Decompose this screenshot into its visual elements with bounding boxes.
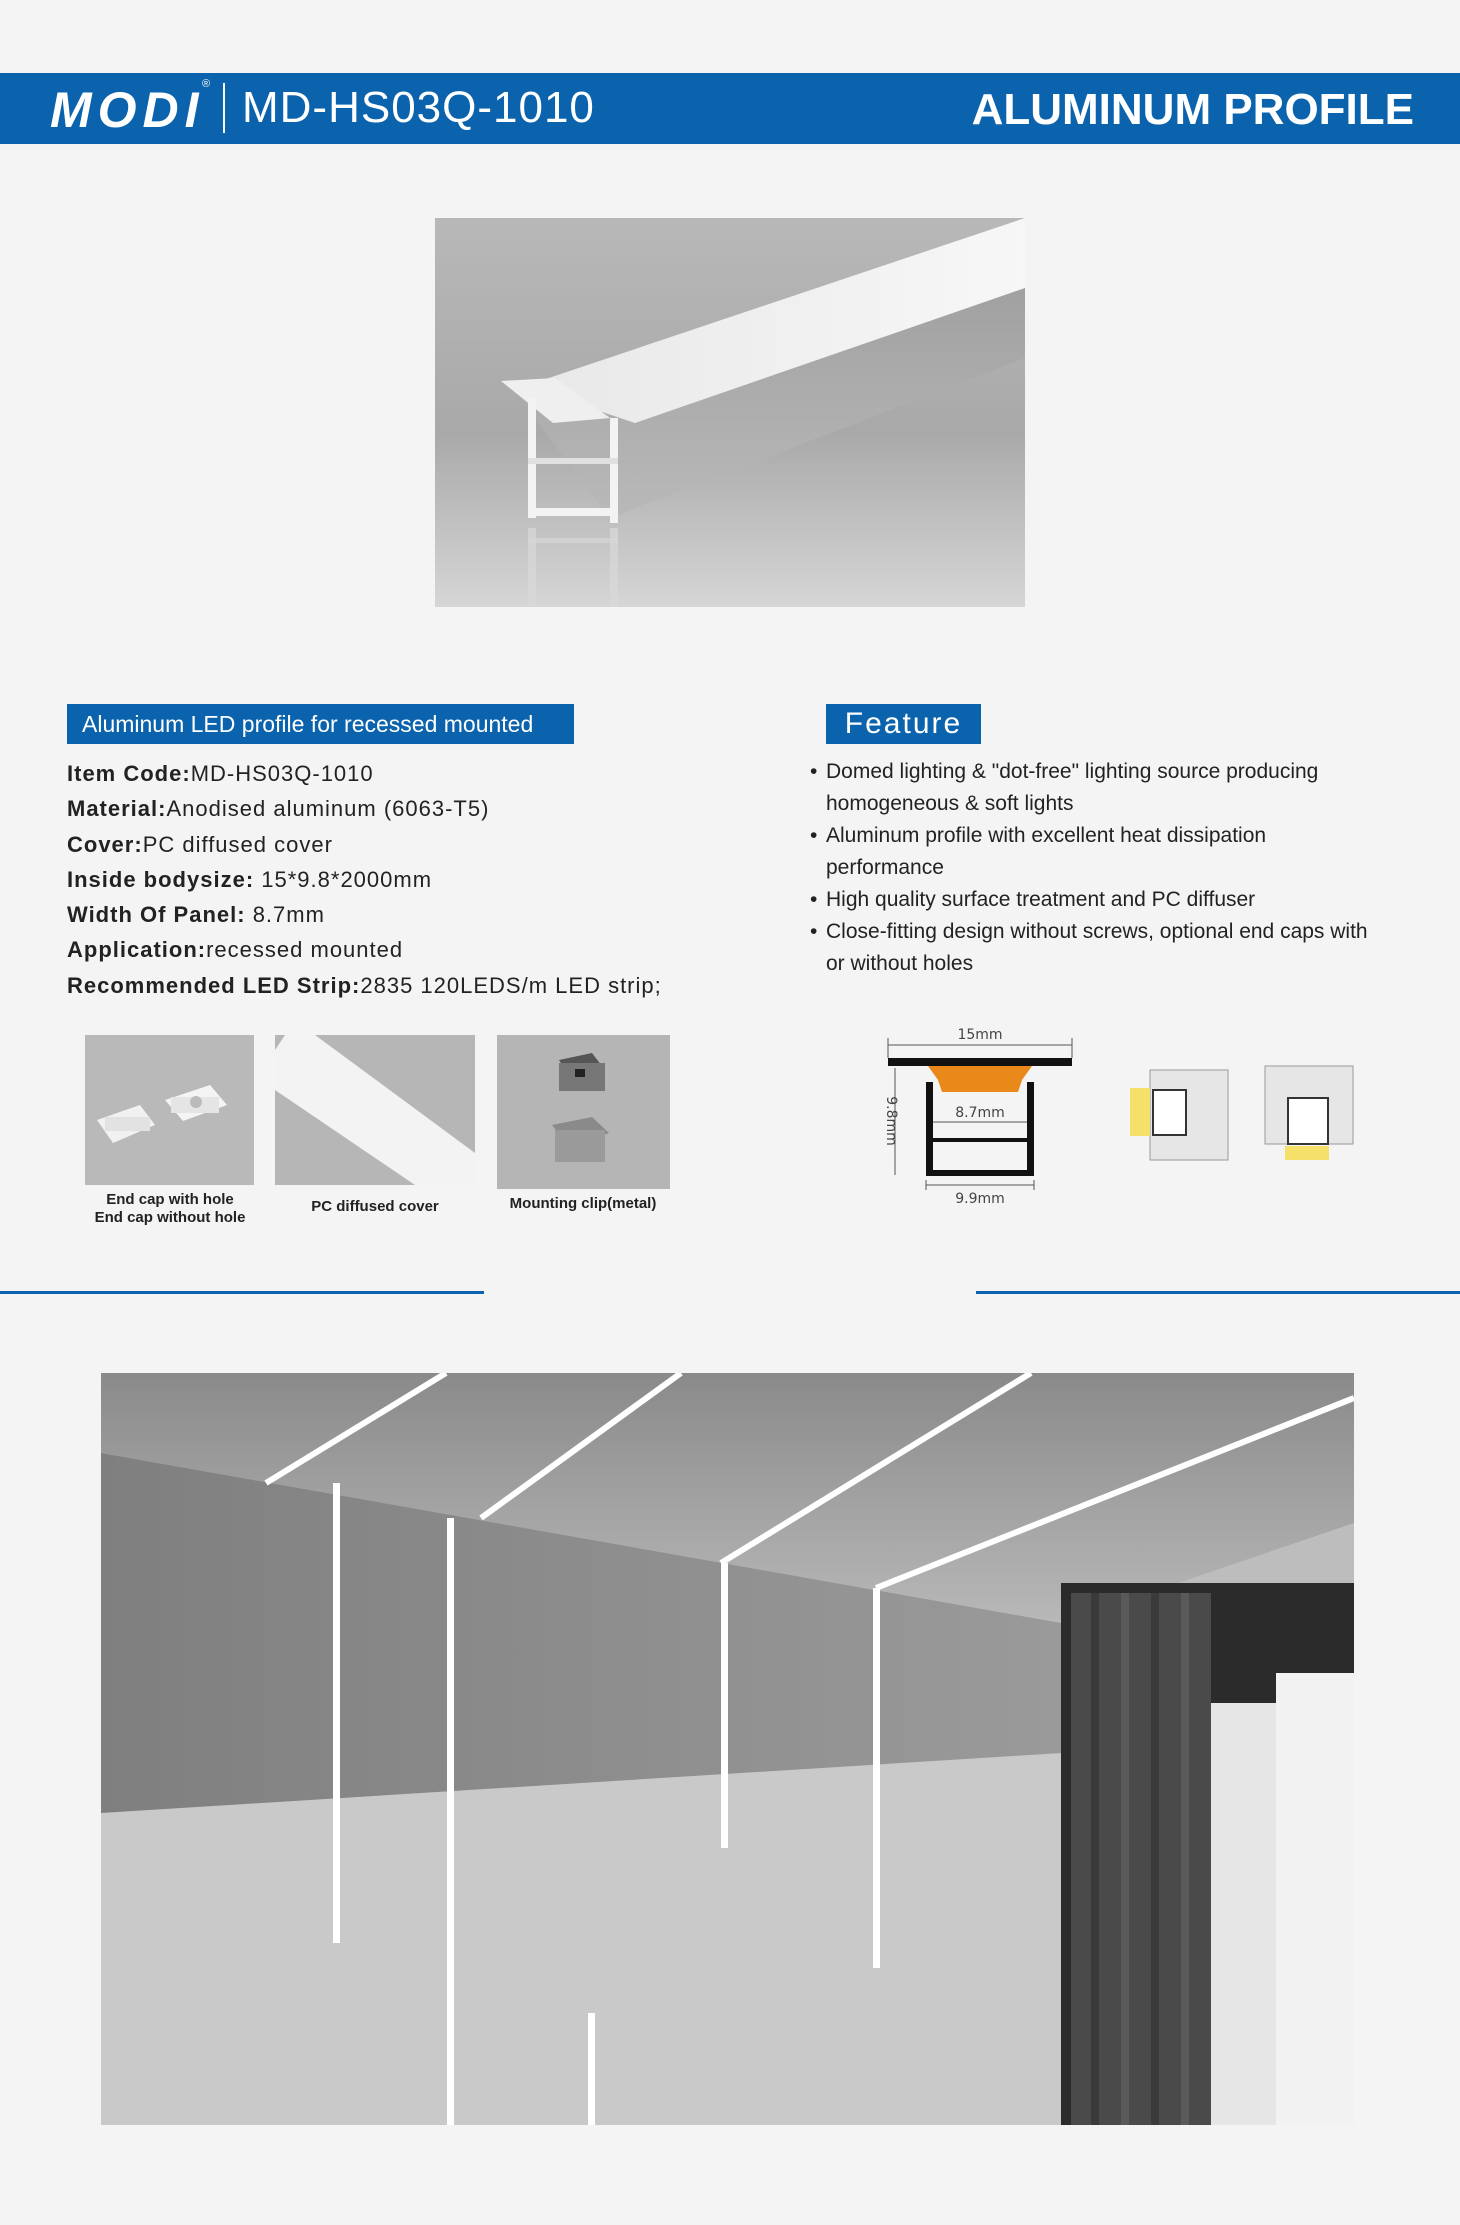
dim-panel-label: 8.7mm: [955, 1105, 1005, 1121]
end-cap-photo: [85, 1035, 254, 1185]
dim-width-label: 15mm: [957, 1027, 1003, 1043]
page-title: ALUMINUM PROFILE: [971, 85, 1414, 134]
registered-mark: ®: [202, 78, 211, 90]
feature-item: • High quality surface treatment and PC diffuser: [810, 884, 1370, 916]
feature-item: • Aluminum profile with excellent heat dissipation performance: [810, 820, 1370, 884]
spec-heading: Aluminum LED profile for recessed mounted: [67, 704, 574, 744]
header-bar: [0, 73, 1460, 144]
profile-dimension-drawing: [870, 1020, 1370, 1215]
model-number: MD-HS03Q-1010: [242, 83, 595, 132]
spec-panel-width: Width Of Panel: 8.7mm: [67, 902, 325, 928]
application-scene-photo: [101, 1373, 1354, 2125]
product-photo: [435, 218, 1025, 607]
spec-material: Material:Anodised aluminum (6063-T5): [67, 796, 490, 822]
feature-heading: Feature: [826, 704, 981, 744]
header-divider: [223, 83, 225, 133]
divider-left: [0, 1291, 484, 1294]
pc-cover-caption: PC diffused cover: [311, 1198, 439, 1215]
spec-item-code: Item Code:MD-HS03Q-1010: [67, 761, 374, 786]
mounting-clip-caption: Mounting clip(metal): [509, 1195, 657, 1212]
dim-height-label: 9.8mm: [883, 1096, 899, 1146]
spec-list: [67, 756, 662, 1003]
spec-inside-bodysize: Inside bodysize: 15*9.8*2000mm: [67, 866, 433, 892]
feature-item: • Close-fitting design without screws, optional end caps with or without holes: [810, 916, 1370, 980]
pc-cover-photo: [275, 1035, 475, 1185]
spec-led-strip: Recommended LED Strip:2835 120LEDS/m LED strip;: [67, 972, 662, 998]
spec-cover: Cover:PC diffused cover: [67, 831, 333, 857]
mounting-clip-photo: [497, 1035, 670, 1189]
dim-inner-label: 9.9mm: [955, 1191, 1005, 1207]
feature-item: • Domed lighting & "dot-free" lighting source producing homogeneous & soft lights: [810, 756, 1370, 820]
end-cap-caption: End cap with hole End cap without hole: [94, 1191, 246, 1226]
feature-list: [810, 756, 1370, 980]
brand-logo: MODI: [50, 82, 205, 138]
spec-application: Application:recessed mounted: [67, 937, 404, 963]
divider-right: [976, 1291, 1460, 1294]
